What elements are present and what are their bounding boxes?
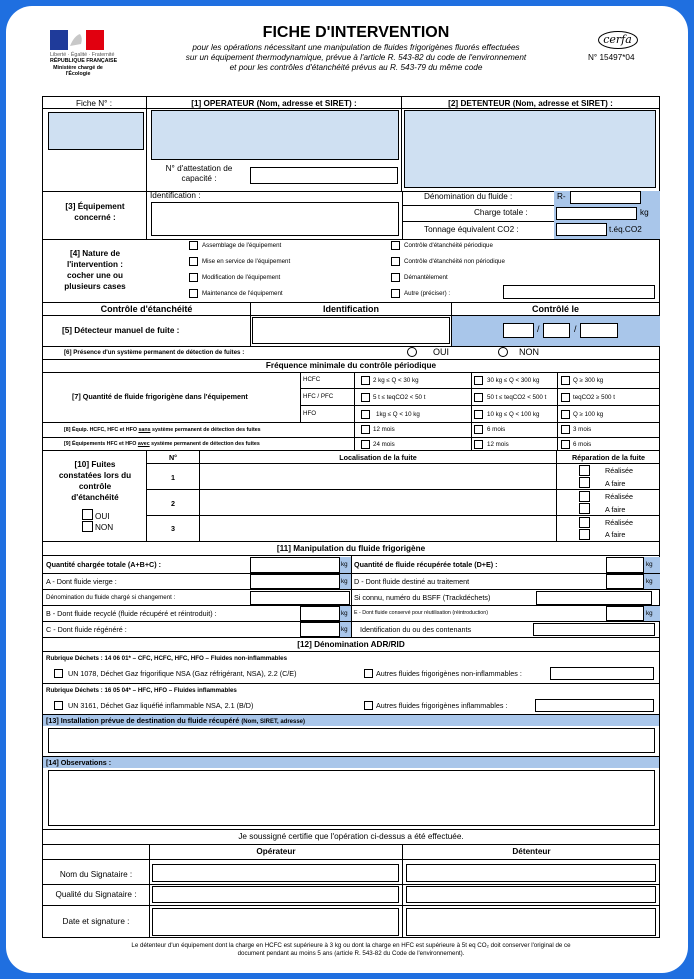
date-signature-label: Date et signature : xyxy=(62,917,130,926)
hfc-c3-checkbox[interactable] xyxy=(561,393,570,402)
leak1-afaire-checkbox[interactable] xyxy=(579,477,590,488)
r-prefix: R- xyxy=(557,192,566,201)
leak2-afaire-label: A faire xyxy=(605,505,626,514)
autres-non-inflammables-label: Autres fluides frigorigènes non-inflammables : xyxy=(376,669,522,678)
mise-en-service-checkbox[interactable] xyxy=(189,257,198,266)
non-label: NON xyxy=(519,347,539,357)
qty-recovered-unit: kg xyxy=(646,561,653,568)
leak1-afaire-label: A faire xyxy=(605,479,626,488)
bsff-label: Si connu, numéro du BSFF (Trackdéchets) xyxy=(354,593,491,602)
tonnage-unit: t.éq.CO2 xyxy=(609,225,642,234)
qualite-signataire-label: Qualité du Signataire : xyxy=(55,890,137,899)
certification-text: Je soussigné certifie que l'opération ci-dessus a été effectuée. xyxy=(238,832,464,841)
detecteur-label: [5] Détecteur manuel de fuite : xyxy=(62,326,180,335)
autre-field[interactable] xyxy=(503,285,655,299)
equip-avec-label: [9] Équipements HFC et HFO avec système permanent de détection des fuites xyxy=(64,441,260,447)
reparation-header: Réparation de la fuite xyxy=(571,453,646,462)
modification-checkbox[interactable] xyxy=(189,273,198,282)
sans-6-label: 6 mois xyxy=(487,426,506,433)
fiche-no-field[interactable] xyxy=(48,112,144,150)
observations-header-bg xyxy=(43,757,659,768)
footer-line-2: document pendant au moins 5 ans (article R. 543-82 du Code de l'environnement). xyxy=(237,950,465,957)
fuites-label-2: constatées lors du xyxy=(58,471,132,480)
hcfc-c1-checkbox[interactable] xyxy=(361,376,370,385)
hfc-c3-label: teqCO2 ≥ 500 t xyxy=(573,394,615,401)
hfo-c1-label: 1kg ≤ Q < 10 kg xyxy=(376,411,420,418)
avec-24-label: 24 mois xyxy=(373,441,395,448)
hfo-c1-checkbox[interactable] xyxy=(361,410,370,419)
rubrique-1-label: Rubrique Déchets : 14 06 01* – CFC, HCFC, HFC, HFO – Fluides non-inflammables xyxy=(46,655,288,662)
detecteur-identification-field[interactable] xyxy=(252,317,450,344)
hfo-c2-label: 10 kg ≤ Q < 100 kg xyxy=(487,411,540,418)
nom-signataire-label: Nom du Signataire : xyxy=(59,870,133,879)
qualite-detenteur-field[interactable] xyxy=(406,886,656,903)
quantite-label: [7] Quantité de fluide frigorigène dans l'équipement xyxy=(72,392,248,401)
subtitle-line-3: et pour les contrôles d'étanchéité prévus au R. 543-79 du même code xyxy=(229,63,483,72)
hfo-c3-label: Q ≥ 100 kg xyxy=(573,411,604,418)
un3161-checkbox[interactable] xyxy=(54,701,63,710)
denom-change-label: Dénomination du fluide chargé si changement : xyxy=(46,594,176,601)
attestation-field[interactable] xyxy=(250,167,398,184)
tonnage-label: Tonnage équivalent CO2 : xyxy=(424,225,519,234)
leak-num-3: 3 xyxy=(171,524,175,533)
date-day-field[interactable] xyxy=(503,323,534,338)
avec-6-checkbox[interactable] xyxy=(561,440,570,449)
autres-inflammables-field[interactable] xyxy=(535,699,654,712)
fluide-recycle-field[interactable] xyxy=(300,606,340,621)
controle-le-header: Contrôlé le xyxy=(531,304,579,314)
fluide-regenere-field[interactable] xyxy=(300,622,340,637)
hfo-c3-checkbox[interactable] xyxy=(561,410,570,419)
qty-charged-field[interactable] xyxy=(250,557,340,573)
localisation-header: Localisation de la fuite xyxy=(339,453,417,462)
identification-header: Identification xyxy=(323,304,379,314)
hfc-c2-checkbox[interactable] xyxy=(474,393,483,402)
avec-12-checkbox[interactable] xyxy=(474,440,483,449)
cerfa-number: N° 15497*04 xyxy=(588,53,635,62)
fluide-conserve-unit: kg xyxy=(646,610,653,617)
nature-label-3: cocher une ou xyxy=(67,271,123,280)
equipement-label-2: concerné : xyxy=(74,213,116,222)
demantelement-label: Démantèlement xyxy=(404,274,448,281)
assemblage-checkbox[interactable] xyxy=(189,241,198,250)
nature-label-2: l'intervention : xyxy=(66,260,124,269)
leak-num-2: 2 xyxy=(171,499,175,508)
date-month-field[interactable] xyxy=(543,323,570,338)
non-radio[interactable] xyxy=(498,347,508,357)
hcfc-c2-label: 30 kg ≤ Q < 300 kg xyxy=(487,377,540,384)
rubrique-2-label: Rubrique Déchets : 16 05 04* – HFC, HFO – Fluides inflammables xyxy=(46,687,237,694)
operateur-col-header: Opérateur xyxy=(256,847,296,856)
date-sep-1: / xyxy=(537,324,540,334)
controle-non-periodique-checkbox[interactable] xyxy=(391,257,400,266)
controle-header: Contrôle d'étanchéité xyxy=(100,304,193,314)
nature-label-1: [4] Nature de xyxy=(69,249,121,258)
fuites-label-4: d'étanchéité xyxy=(71,493,119,502)
hcfc-label: HCFC xyxy=(303,376,321,383)
modification-label: Modification de l'équipement xyxy=(202,274,281,281)
fluide-regenere-label: C - Dont fluide régénéré : xyxy=(46,625,127,634)
controle-periodique-checkbox[interactable] xyxy=(391,241,400,250)
fluide-vierge-field[interactable] xyxy=(250,574,340,589)
fuites-non-checkbox[interactable] xyxy=(82,521,93,532)
leak2-afaire-checkbox[interactable] xyxy=(579,503,590,514)
rf-name: RÉPUBLIQUE FRANÇAISE xyxy=(50,58,118,64)
frequence-heading: Fréquence minimale du contrôle périodique xyxy=(265,361,437,370)
avec-6-label: 6 mois xyxy=(573,441,592,448)
date-year-field[interactable] xyxy=(580,323,618,338)
operateur-label: [1] OPERATEUR (Nom, adresse et SIRET) : xyxy=(191,99,357,108)
subtitle-line-2: sur un équipement thermodynamique, prévue à l'article R. 543-82 du code de l'environnement xyxy=(185,53,527,62)
fiche-no-label: Fiche N° : xyxy=(75,99,113,108)
autre-label: Autre (préciser) : xyxy=(404,290,451,297)
fuites-oui-label: OUI xyxy=(95,512,110,521)
nature-label-4: plusieurs cases xyxy=(64,282,126,291)
qty-charged-unit: kg xyxy=(341,561,348,568)
detenteur-label: [2] DETENTEUR (Nom, adresse et SIRET) : xyxy=(448,99,613,108)
qty-recovered-label: Quantité de fluide récupérée totale (D+E) : xyxy=(354,560,498,569)
leak2-realisee-label: Réalisée xyxy=(605,492,633,501)
fluide-regenere-unit: kg xyxy=(341,626,348,633)
cerfa-logo xyxy=(598,31,638,49)
destination-label: [13] Installation prévue de destination du fluide récupéré (Nom, SIRET, adresse) xyxy=(46,716,305,725)
autres-non-inflammables-checkbox[interactable] xyxy=(364,669,373,678)
denom-change-field[interactable] xyxy=(250,591,350,605)
attestation-label-1: N° d'attestation de xyxy=(165,164,233,173)
detenteur-col-header: Détenteur xyxy=(512,847,551,856)
footer-line-1: Le détenteur d'un équipement dont la charge en HCFC est supérieure à 3 kg ou dont la charge en HFC est supérieure à 5t eq CO₂ doit conserver l'original de ce xyxy=(131,942,571,949)
manipulation-heading: [11] Manipulation du fluide frigorigène xyxy=(276,544,426,553)
un1078-label: UN 1078, Déchet Gaz frigorifique NSA (Gaz réfrigérant, NSA), 2.2 (C/E) xyxy=(68,669,297,678)
hfc-label: HFC / PFC xyxy=(303,393,334,400)
date-signature-detenteur-field[interactable] xyxy=(406,908,656,936)
hcfc-c2-checkbox[interactable] xyxy=(474,376,483,385)
equipement-label-1: [3] Équipement xyxy=(65,202,125,211)
fuites-label-3: contrôle xyxy=(78,482,112,491)
oui-radio[interactable] xyxy=(407,347,417,357)
marianne-logo xyxy=(50,30,104,50)
maintenance-label: Maintenance de l'équipement xyxy=(202,290,283,297)
adr-heading: [12] Dénomination ADR/RID xyxy=(297,640,405,649)
subtitle-line-1: pour les opérations nécessitant une manipulation de fluides frigorigènes fluorés effectuées xyxy=(192,43,520,52)
qualite-operateur-field[interactable] xyxy=(152,886,399,903)
sans-3-label: 3 mois xyxy=(573,426,592,433)
oui-label: OUI xyxy=(433,347,450,357)
leak1-realisee-label: Réalisée xyxy=(605,466,633,475)
nom-detenteur-field[interactable] xyxy=(406,864,656,882)
operateur-field[interactable] xyxy=(151,110,399,160)
fuites-label-1: [10] Fuites xyxy=(74,460,116,469)
qty-charged-label: Quantité chargée totale (A+B+C) : xyxy=(46,560,162,569)
charge-label: Charge totale : xyxy=(474,208,528,217)
qty-recovered-field[interactable] xyxy=(606,557,644,573)
hcfc-c1-label: 2 kg ≤ Q < 30 kg xyxy=(373,377,419,384)
leak-num-1: 1 xyxy=(171,473,175,482)
hfo-label: HFO xyxy=(303,410,317,417)
fluide-vierge-label: A - Dont fluide vierge : xyxy=(46,577,117,586)
identification-label: Identification : xyxy=(150,191,201,200)
bsff-field[interactable] xyxy=(536,591,652,605)
denomination-label: Dénomination du fluide : xyxy=(424,192,513,201)
rf-motto: Liberté · Égalité · Fraternité xyxy=(50,52,115,58)
avec-24-checkbox[interactable] xyxy=(361,440,370,449)
hcfc-c3-checkbox[interactable] xyxy=(561,376,570,385)
demantelement-checkbox[interactable] xyxy=(391,273,400,282)
date-signature-operateur-field[interactable] xyxy=(152,908,399,936)
observations-label: [14] Observations : xyxy=(46,758,112,767)
fluide-conserve-label: E - Dont fluide conservé pour réutilisation (réintroduction) xyxy=(354,610,488,616)
date-sep-2: / xyxy=(574,324,577,334)
maintenance-checkbox[interactable] xyxy=(189,289,198,298)
charge-unit: kg xyxy=(640,208,649,217)
leak3-realisee-checkbox[interactable] xyxy=(579,517,590,528)
identification-field[interactable] xyxy=(151,202,399,236)
observations-field[interactable] xyxy=(48,770,655,826)
contenants-field[interactable] xyxy=(533,623,655,636)
sans-12-label: 12 mois xyxy=(373,426,395,433)
sans-6-checkbox[interactable] xyxy=(474,425,483,434)
fluide-recycle-unit: kg xyxy=(341,610,348,617)
hfc-c2-label: 50 t ≤ teqCO2 < 500 t xyxy=(487,394,547,401)
fluide-recycle-label: B - Dont fluide recyclé (fluide récupéré et réintroduit) : xyxy=(46,609,217,618)
sans-12-checkbox[interactable] xyxy=(361,425,370,434)
hfc-c1-checkbox[interactable] xyxy=(361,393,370,402)
equip-sans-label: [8] Équip. HCFC, HFC et HFO sans système permanent de détection des fuites xyxy=(64,427,261,433)
detenteur-field[interactable] xyxy=(404,110,656,188)
fluide-vierge-unit: kg xyxy=(341,578,348,585)
hfc-c1-label: 5 t ≤ teqCO2 < 50 t xyxy=(373,394,426,401)
autres-inflammables-checkbox[interactable] xyxy=(364,701,373,710)
fuites-non-label: NON xyxy=(95,523,114,532)
fluide-traitement-field[interactable] xyxy=(606,574,644,589)
ministry-label: Ministère chargé de l'Écologie xyxy=(53,65,103,77)
form-title: FICHE D'INTERVENTION xyxy=(262,24,450,41)
no-header: N° xyxy=(168,453,178,462)
mise-en-service-label: Mise en service de l'équipement xyxy=(202,258,291,265)
fluide-traitement-label: D - Dont fluide destiné au traitement xyxy=(354,577,470,586)
autre-checkbox[interactable] xyxy=(391,289,400,298)
leak3-afaire-label: A faire xyxy=(605,530,626,539)
un3161-label: UN 3161, Déchet Gaz liquéfié inflammable NSA, 2.1 (B/D) xyxy=(68,701,254,710)
contenants-label: Identification du ou des contenants xyxy=(360,625,472,634)
leak2-realisee-checkbox[interactable] xyxy=(579,491,590,502)
avec-12-label: 12 mois xyxy=(487,441,509,448)
assemblage-label: Assemblage de l'équipement xyxy=(202,242,282,249)
fluid-name-field[interactable] xyxy=(570,191,641,204)
hcfc-c3-label: Q ≥ 300 kg xyxy=(573,377,604,384)
nom-operateur-field[interactable] xyxy=(152,864,399,882)
un1078-checkbox[interactable] xyxy=(54,669,63,678)
systeme-permanent-label: [6] Présence d'un système permanent de détection de fuites : xyxy=(64,349,245,356)
destination-field[interactable] xyxy=(48,728,655,753)
hfo-c2-checkbox[interactable] xyxy=(474,410,483,419)
fluide-traitement-unit: kg xyxy=(646,578,653,585)
tonnage-field[interactable] xyxy=(556,223,607,236)
autres-non-inflammables-field[interactable] xyxy=(550,667,654,680)
fluide-conserve-field[interactable] xyxy=(606,606,644,621)
leak3-afaire-checkbox[interactable] xyxy=(579,529,590,540)
controle-non-periodique-label: Contrôle d'étanchéité non périodique xyxy=(404,258,505,265)
charge-field[interactable] xyxy=(556,207,637,220)
cerfa-logo-text: cerfa xyxy=(603,33,632,46)
fuites-oui-checkbox[interactable] xyxy=(82,509,93,520)
form-page xyxy=(6,6,688,973)
leak1-realisee-checkbox[interactable] xyxy=(579,465,590,476)
leak3-realisee-label: Réalisée xyxy=(605,518,633,527)
sans-3-checkbox[interactable] xyxy=(561,425,570,434)
attestation-label-2: capacité : xyxy=(181,174,217,183)
controle-periodique-label: Contrôle d'étanchéité périodique xyxy=(404,242,493,249)
autres-inflammables-label: Autres fluides frigorigènes inflammables : xyxy=(376,701,508,710)
